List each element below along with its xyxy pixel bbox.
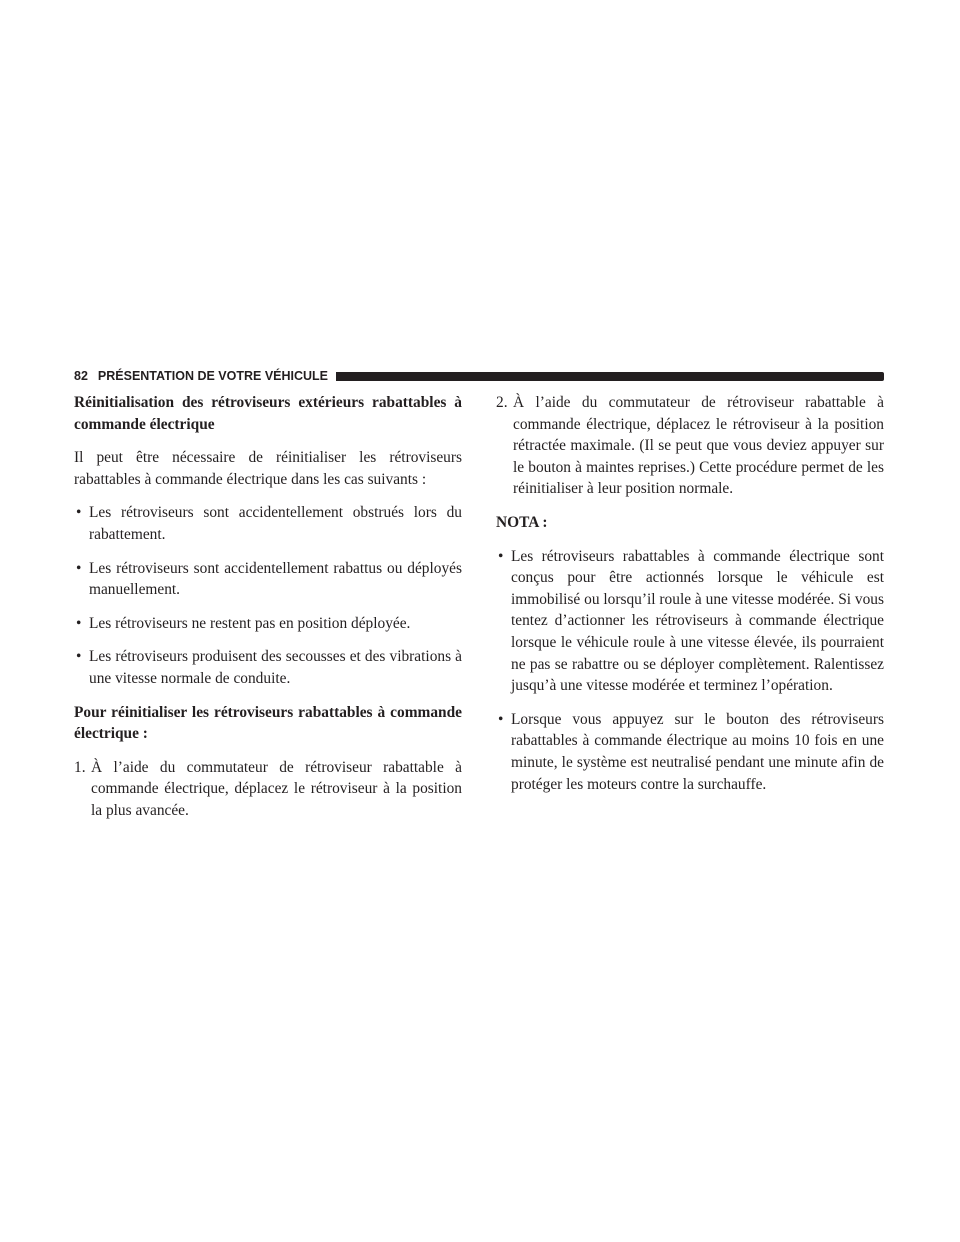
list-item: [496, 709, 884, 795]
page-number: 82: [74, 369, 88, 383]
page-header: [74, 368, 884, 384]
list-item-text: Les rétroviseurs produisent des secousses et des vibrations à une vitesse normale de conduite.: [89, 648, 462, 687]
step-text: À l’aide du commutateur de rétroviseur rabattable à commande électrique, déplacez le rétroviseur à la position rétractée maximale. (Il se peut que vous deviez appuyer sur le bouton à maintes reprises.) Cette procédure permet de les réinitialiser à leur position normale.: [513, 394, 884, 498]
section-title: PRÉSENTATION DE VOTRE VÉHICULE: [97, 369, 329, 383]
right-column: [496, 392, 884, 795]
list-item: [74, 646, 462, 689]
list-item: [74, 558, 462, 601]
bullet-icon: •: [76, 614, 82, 632]
list-item: [74, 502, 462, 545]
list-item-text: Lorsque vous appuyez sur le bouton des rétroviseurs rabattables à commande électrique au moins 10 fois en une minute, le système est neutralisé pendant une minute afin de protéger les moteurs contre la surchauffe.: [511, 710, 884, 793]
intro-paragraph: Il peut être nécessaire de réinitialiser les rétroviseurs rabattables à commande électrique dans les cas suivants :: [74, 449, 462, 488]
step-item: [496, 392, 884, 500]
step-number: 1.: [74, 758, 86, 776]
list-item-text: Les rétroviseurs rabattables à commande électrique sont conçus pour être actionnés lorsque le véhicule est immobilisé ou lorsqu’il roule à une vitesse modérée. Si vous tentez d’actionner les rétroviseurs à commande électrique lorsque le véhicule roule à une vitesse élevée, ils pourraient ne pas se rabattre ou se déployer complètement. Ralentissez jusqu’à une vitesse modérée et terminez l’opération.: [511, 547, 884, 695]
list-item-text: Les rétroviseurs ne restent pas en position déployée.: [89, 614, 411, 632]
step-number: 2.: [496, 394, 508, 411]
section-heading: Réinitialisation des rétroviseurs extérieurs rabattables à commande électrique: [74, 394, 462, 433]
list-item-text: Les rétroviseurs sont accidentellement obstrués lors du rabattement.: [89, 504, 462, 543]
note-label: NOTA :: [496, 513, 548, 531]
step-text: À l’aide du commutateur de rétroviseur rabattable à commande électrique, déplacez le rétroviseur à la position la plus avancée.: [91, 758, 462, 819]
list-item: [496, 546, 884, 697]
list-item: [74, 613, 462, 635]
bullet-icon: •: [76, 648, 82, 666]
bullet-icon: •: [498, 547, 504, 565]
step-item: [74, 757, 462, 822]
procedure-heading: Pour réinitialiser les rétroviseurs rabattables à commande électrique :: [74, 703, 462, 743]
bullet-icon: •: [498, 710, 504, 728]
left-column: [74, 392, 462, 822]
bullet-icon: •: [76, 504, 82, 522]
header-rule: [336, 372, 884, 381]
list-item-text: Les rétroviseurs sont accidentellement rabattus ou déployés manuellement.: [89, 559, 462, 599]
bullet-icon: •: [76, 559, 82, 577]
